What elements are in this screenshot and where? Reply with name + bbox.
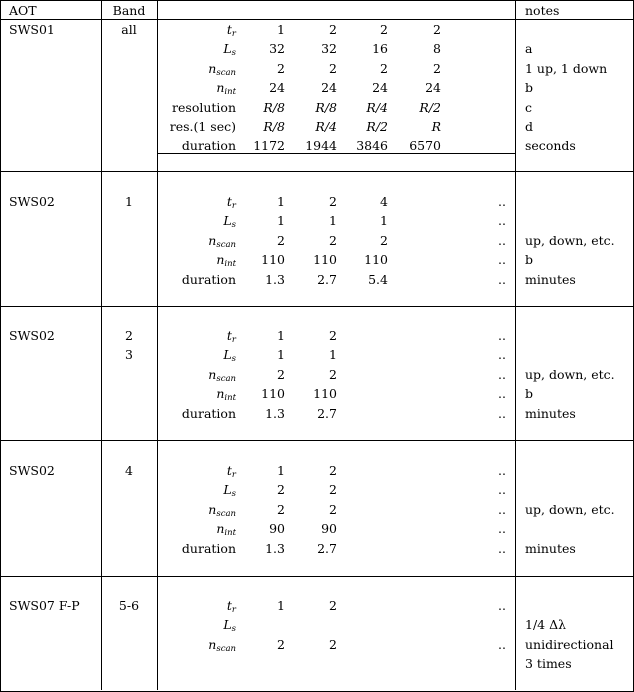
parameter-label: $n_{scan}$ [208,232,236,250]
continuation-dots: .. [498,347,506,363]
parameter-value: 2 [329,232,337,248]
parameter-value: 32 [269,41,285,57]
continuation-dots: .. [498,636,506,652]
parameter-value: 1 [277,22,285,37]
note-text: a [525,41,533,57]
row-divider [0,440,634,441]
parameter-value: 2 [329,501,337,517]
parameter-label: $n_{int}$ [216,252,236,270]
continuation-dots: .. [498,521,506,537]
parameter-value: 2 [329,22,337,37]
parameter-value: 16 [372,41,388,57]
parameter-label: $n_{scan}$ [208,366,236,384]
continuation-dots: .. [498,366,506,382]
parameter-label: $L_s$ [223,617,236,635]
section-band-value: 4 [125,463,133,478]
parameter-value: 2.7 [317,405,337,421]
parameter-value: R/4 [315,119,337,134]
parameter-value: 1 [277,213,285,229]
note-text: 3 times [525,656,572,672]
parameter-label: $t_r$ [226,598,236,615]
note-text: c [525,99,533,115]
section-aot-label: SWS01 [9,22,55,37]
parameter-value: R/2 [419,99,441,115]
parameter-value: 2 [329,60,337,76]
parameter-label: duration [181,405,236,421]
parameter-value: R [431,119,441,134]
parameter-value: 1 [277,328,285,343]
parameter-value: 1 [277,347,285,363]
column-divider [101,0,102,690]
parameter-value: 1172 [253,138,285,154]
parameter-value: 110 [261,252,285,268]
note-text: up, down, etc. [525,501,615,517]
parameter-value: 2 [329,366,337,382]
parameter-label: $t_r$ [226,194,236,211]
parameter-label: $t_r$ [226,463,236,480]
parameter-value: R/8 [263,119,285,134]
parameter-value: 4 [380,194,388,209]
note-text: b [525,386,534,402]
parameter-label: $n_{scan}$ [208,501,236,519]
parameter-label: duration [181,540,236,556]
header-band: Band [112,3,146,18]
row-divider [0,171,634,172]
column-divider [515,0,516,690]
parameter-value: R/2 [366,119,388,134]
parameter-value: 1 [329,213,337,229]
section-aot-label: SWS02 [9,328,55,343]
note-text: 1/4 Δλ [525,617,567,633]
parameter-value: 2 [329,463,337,478]
continuation-dots: .. [498,405,506,421]
parameter-value: 2 [277,636,285,652]
parameter-label: $t_r$ [226,328,236,345]
section-band-value: all [121,22,137,37]
parameter-value: 2 [380,60,388,76]
parameter-label: $n_{int}$ [216,521,236,539]
parameter-value: 2 [380,22,388,37]
parameter-value: 2 [380,232,388,248]
section-aot-label: SWS02 [9,463,55,478]
parameter-label: duration [181,138,236,154]
continuation-dots: .. [498,194,506,209]
continuation-dots: .. [498,213,506,229]
parameter-label: duration [181,271,236,287]
section-band-value: 5-6 [118,598,140,613]
parameter-value: 1.3 [265,540,285,556]
note-text: minutes [525,405,576,421]
continuation-dots: .. [498,598,506,613]
parameter-label: resolution [172,99,236,115]
note-text: minutes [525,540,576,556]
parameter-value: 5.4 [368,271,388,287]
parameter-label: res.(1 sec) [169,119,236,134]
note-text: b [525,252,534,268]
parameter-value: 2 [277,60,285,76]
parameter-value: 1.3 [265,405,285,421]
parameter-label: $t_r$ [226,22,236,39]
parameter-label: $n_{scan}$ [208,636,236,654]
parameter-value: 1 [277,194,285,209]
section-aot-label: SWS02 [9,194,55,209]
parameter-label: $L_s$ [223,482,236,500]
parameter-label: $n_{int}$ [216,80,236,98]
parameter-value: 2 [329,328,337,343]
parameter-value: 2 [277,501,285,517]
continuation-dots: .. [498,232,506,248]
row-divider [0,19,634,20]
parameter-label: $L_s$ [223,213,236,231]
row-divider [0,576,634,577]
parameter-value: 1 [277,598,285,613]
continuation-dots: .. [498,501,506,517]
parameter-value: 2.7 [317,271,337,287]
parameter-label: $n_{scan}$ [208,60,236,78]
continuation-dots: .. [498,386,506,402]
parameter-value: 2 [329,194,337,209]
parameter-value: 90 [269,521,285,537]
parameter-value: 6570 [409,138,441,154]
parameter-value: 24 [269,80,285,96]
parameter-label: $n_{int}$ [216,386,236,404]
note-text: d [525,119,534,134]
parameter-value: 110 [313,252,337,268]
continuation-dots: .. [498,328,506,343]
note-text: 1 up, 1 down [525,60,608,76]
parameter-value: 3846 [356,138,388,154]
parameter-value: 110 [313,386,337,402]
continuation-dots: .. [498,271,506,287]
parameter-value: 1 [277,463,285,478]
parameter-value: 1.3 [265,271,285,287]
parameter-value: 2 [329,636,337,652]
section-band-value: 2 [125,328,133,343]
note-text: b [525,80,534,96]
parameter-value: 32 [321,41,337,57]
parameter-value: 2 [277,366,285,382]
row-divider [0,306,634,307]
parameter-value: R/4 [366,99,388,115]
parameter-value: 2.7 [317,540,337,556]
parameter-value: 24 [372,80,388,96]
parameter-value: 2 [277,232,285,248]
parameter-value: 2 [433,60,441,76]
parameter-value: 2 [433,22,441,37]
parameter-value: 24 [321,80,337,96]
parameter-value: 1944 [305,138,337,154]
parameter-value: 8 [433,41,441,57]
note-text: unidirectional [525,636,614,652]
parameter-value: 2 [277,482,285,498]
parameter-value: 90 [321,521,337,537]
header-aot: AOT [9,3,37,18]
parameter-value: 110 [364,252,388,268]
note-text: up, down, etc. [525,232,615,248]
note-text: seconds [525,138,576,154]
parameter-value: 2 [329,598,337,613]
parameter-label: $L_s$ [223,347,236,365]
continuation-dots: .. [498,482,506,498]
note-text: up, down, etc. [525,366,615,382]
note-text: minutes [525,271,576,287]
parameter-value: 1 [329,347,337,363]
parameter-value: 24 [425,80,441,96]
section-band-value: 3 [125,347,133,363]
parameter-value: R/8 [263,99,285,115]
parameter-value: 1 [380,213,388,229]
column-divider [157,0,158,690]
continuation-dots: .. [498,463,506,478]
parameter-value: 2 [329,482,337,498]
parameter-value: 110 [261,386,285,402]
continuation-dots: .. [498,252,506,268]
section-aot-label: SWS07 F-P [9,598,80,613]
continuation-dots: .. [498,540,506,556]
section-band-value: 1 [125,194,133,209]
header-notes: notes [525,3,560,18]
parameter-value: R/8 [315,99,337,115]
parameter-label: $L_s$ [223,41,236,59]
